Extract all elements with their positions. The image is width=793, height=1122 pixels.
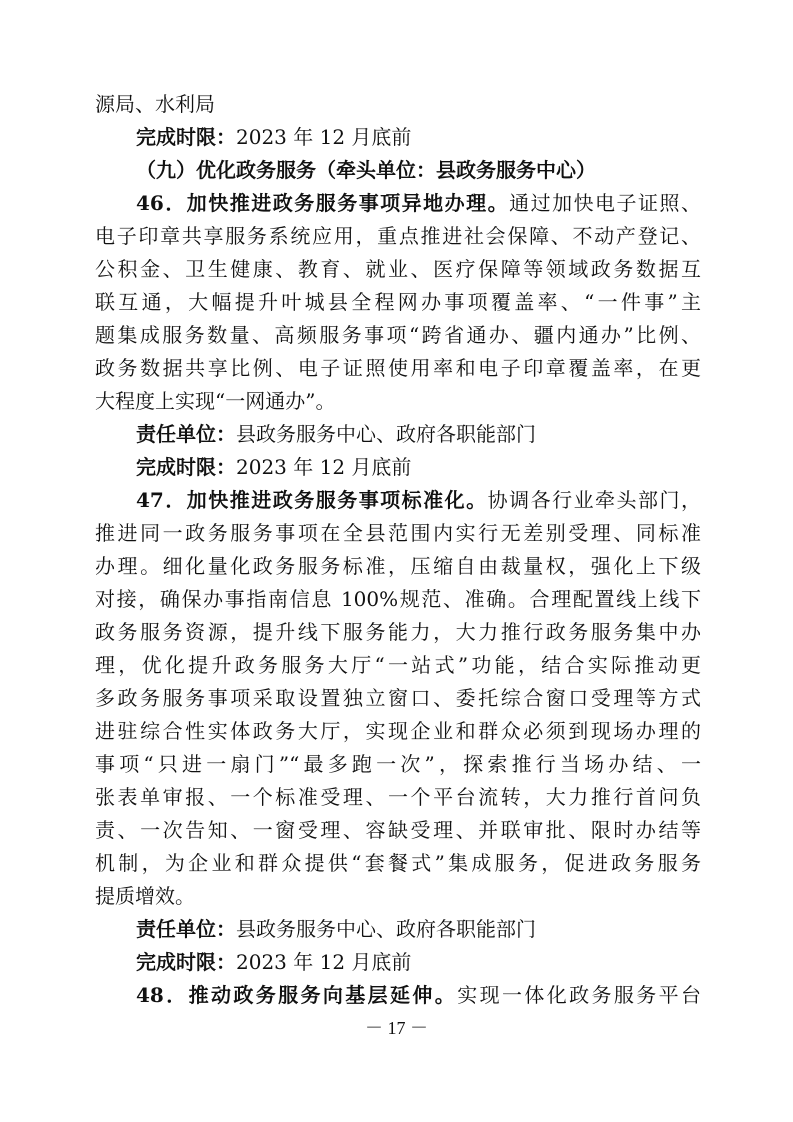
text-line: 多政务服务事项采取设置独立窗口、委托综合窗口受理等方式	[95, 686, 701, 710]
text-line: 题集成服务数量、高频服务事项“跨省通办、疆内通办”比例、	[95, 323, 701, 347]
text-line: 源局、水利局	[95, 92, 215, 116]
responsibility-line: 责任单位：县政务服务中心、政府各职能部门	[136, 917, 536, 941]
responsibility-line: 责任单位：县政务服务中心、政府各职能部门	[136, 422, 536, 446]
document-body	[95, 88, 701, 1012]
page-number: － 17 －	[365, 1018, 428, 1038]
deadline-line: 完成时限：2023 年 12 月底前	[136, 125, 412, 149]
text-line: 责、一次告知、一窗受理、容缺受理、并联审批、限时办结等	[95, 818, 701, 842]
section-heading: （九）优化政务服务（牵头单位：县政务服务中心）	[136, 158, 596, 182]
item-46-heading: 46．加快推进政务服务事项异地办理。通过加快电子证照、	[136, 191, 701, 215]
text-line: 办理。细化量化政务服务标准，压缩自由裁量权，强化上下级	[95, 554, 701, 578]
text-line: 推进同一政务服务事项在全县范围内实行无差别受理、同标准	[95, 521, 701, 545]
text-line: 大程度上实现“一网通办”。	[95, 389, 336, 413]
deadline-line: 完成时限：2023 年 12 月底前	[136, 950, 412, 974]
text-line: 政务服务资源，提升线下服务能力，大力推行政务服务集中办	[95, 620, 701, 644]
text-line: 事项“只进一扇门”“最多跑一次”，探索推行当场办结、一	[95, 752, 701, 776]
text-line: 进驻综合性实体政务大厅，实现企业和群众必须到现场办理的	[95, 719, 701, 743]
text-line: 对接，确保办事指南信息 100%规范、准确。合理配置线上线下	[95, 587, 701, 611]
deadline-line: 完成时限：2023 年 12 月底前	[136, 455, 412, 479]
text-line: 理，优化提升政务服务大厅“一站式”功能，结合实际推动更	[95, 653, 701, 677]
item-47-heading: 47．加快推进政务服务事项标准化。协调各行业牵头部门，	[136, 488, 702, 512]
text-line: 公积金、卫生健康、教育、就业、医疗保障等领域政务数据互	[95, 257, 701, 281]
item-48-heading: 48．推动政务服务向基层延伸。实现一体化政务服务平台	[136, 983, 702, 1007]
text-line: 联互通，大幅提升叶城县全程网办事项覆盖率、“一件事”主	[95, 290, 701, 314]
text-line: 政务数据共享比例、电子证照使用率和电子印章覆盖率，在更	[95, 356, 701, 380]
text-line: 张表单审报、一个标准受理、一个平台流转，大力推行首问负	[95, 785, 701, 809]
text-line: 电子印章共享服务系统应用，重点推进社会保障、不动产登记、	[95, 224, 701, 248]
deadline-label: 完成时限：	[136, 125, 236, 149]
text-line: 提质增效。	[95, 884, 195, 908]
text-line: 机制，为企业和群众提供“套餐式”集成服务，促进政务服务	[95, 851, 701, 875]
